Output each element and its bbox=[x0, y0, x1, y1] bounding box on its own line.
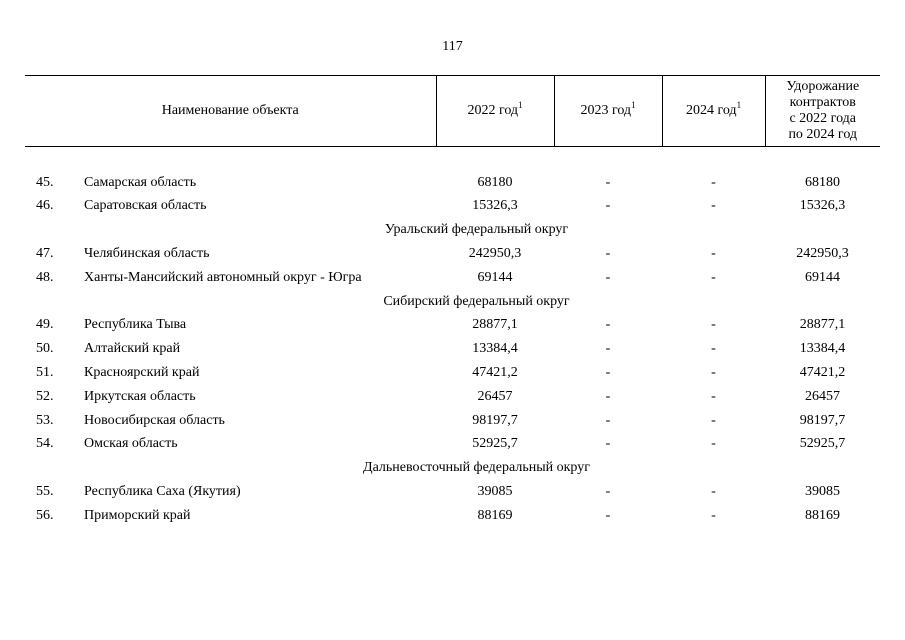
header-total-line: с 2022 года bbox=[789, 111, 857, 126]
value-2023: - bbox=[605, 365, 611, 381]
table-row bbox=[25, 504, 880, 528]
value-2024: - bbox=[711, 246, 716, 262]
value-total: 52925,7 bbox=[799, 436, 846, 452]
value-2022: 69144 bbox=[477, 269, 513, 285]
value-2024: - bbox=[711, 484, 716, 500]
value-2023: - bbox=[605, 412, 611, 428]
table-row bbox=[25, 337, 880, 361]
object-name: Республика Саха (Якутия) bbox=[84, 484, 241, 500]
value-2023: - bbox=[605, 174, 611, 190]
value-total: 98197,7 bbox=[799, 412, 846, 428]
row-number: 52. bbox=[36, 388, 54, 404]
value-2024: - bbox=[711, 341, 716, 357]
header-spacer bbox=[25, 147, 880, 171]
value-2024: - bbox=[711, 388, 716, 404]
object-name: Самарская область bbox=[84, 174, 197, 190]
value-2023: - bbox=[605, 341, 611, 357]
row-number: 51. bbox=[36, 365, 54, 381]
table-row bbox=[25, 266, 880, 290]
table-row bbox=[25, 171, 880, 195]
object-name: Новосибирская область bbox=[84, 412, 225, 428]
table-row bbox=[25, 480, 880, 504]
group-row bbox=[25, 456, 880, 480]
object-cell bbox=[25, 337, 436, 361]
value-2022: 52925,7 bbox=[472, 436, 518, 452]
value-2022: 39085 bbox=[477, 484, 513, 500]
data-table bbox=[25, 75, 880, 528]
header-2024: 2024 год$^1$ bbox=[662, 76, 765, 147]
table-header bbox=[25, 76, 880, 147]
group-title: Сибирский федеральный округ bbox=[383, 293, 570, 309]
object-name: Омская область bbox=[84, 436, 178, 452]
row-number: 47. bbox=[36, 246, 54, 262]
object-cell bbox=[25, 385, 436, 409]
object-cell bbox=[25, 480, 436, 504]
value-2024: - bbox=[711, 198, 716, 214]
value-2024: - bbox=[711, 317, 716, 333]
object-name: Республика Тыва bbox=[84, 317, 187, 333]
object-name: Алтайский край bbox=[84, 341, 181, 357]
object-cell bbox=[25, 504, 436, 528]
value-2023: - bbox=[605, 388, 611, 404]
value-2023: - bbox=[605, 317, 611, 333]
header-total-line: контрактов bbox=[789, 95, 856, 110]
value-total: 39085 bbox=[805, 484, 840, 500]
object-name: Красноярский край bbox=[84, 365, 200, 381]
value-2023: - bbox=[605, 198, 611, 214]
value-2022: 98197,7 bbox=[472, 412, 518, 428]
value-total: 68180 bbox=[805, 174, 840, 190]
table-row bbox=[25, 361, 880, 385]
row-number: 50. bbox=[36, 341, 54, 357]
value-2023: - bbox=[605, 507, 611, 523]
table-row bbox=[25, 195, 880, 219]
value-2022: 88169 bbox=[477, 507, 513, 523]
value-2022: 68180 bbox=[477, 174, 513, 190]
header-2023: 2023 год$^1$ bbox=[554, 76, 662, 147]
footnote-mark: 1 bbox=[631, 100, 636, 110]
value-2023: - bbox=[605, 246, 611, 262]
object-cell bbox=[25, 171, 436, 195]
value-total: 15326,3 bbox=[799, 198, 846, 214]
object-cell bbox=[25, 314, 436, 338]
row-number: 56. bbox=[36, 507, 54, 523]
object-name: Челябинская область bbox=[84, 246, 210, 262]
table-row bbox=[25, 314, 880, 338]
header-name: Наименование объекта bbox=[25, 76, 436, 147]
table-row bbox=[25, 385, 880, 409]
value-total: 13384,4 bbox=[799, 341, 846, 357]
value-2024: - bbox=[711, 507, 716, 523]
value-2022: 28877,1 bbox=[472, 317, 518, 333]
object-name: Ханты-Мансийский автономный округ - Югра bbox=[84, 269, 362, 285]
row-number: 54. bbox=[36, 436, 54, 452]
row-number: 49. bbox=[36, 317, 54, 333]
object-name: Приморский край bbox=[84, 507, 191, 523]
object-cell bbox=[25, 266, 436, 290]
object-name: Саратовская область bbox=[84, 198, 207, 214]
value-2024: - bbox=[711, 436, 716, 452]
object-cell bbox=[25, 433, 436, 457]
object-cell bbox=[25, 242, 436, 266]
value-2024: - bbox=[711, 412, 716, 428]
value-total: 242950,3 bbox=[796, 246, 849, 262]
value-2022: 242950,3 bbox=[468, 246, 522, 262]
value-2024: - bbox=[711, 365, 716, 381]
footnote-mark: 1 bbox=[518, 100, 523, 110]
group-row bbox=[25, 290, 880, 314]
object-name: Иркутская область bbox=[84, 388, 196, 404]
value-total: 88169 bbox=[805, 507, 840, 523]
object-cell bbox=[25, 409, 436, 433]
group-title: Дальневосточный федеральный округ bbox=[363, 460, 590, 476]
page-number: 117 bbox=[442, 39, 463, 54]
value-2022: 13384,4 bbox=[472, 341, 518, 357]
header-2022: 2022 год$^1$ bbox=[436, 76, 554, 147]
row-number: 45. bbox=[36, 174, 54, 190]
value-2023: - bbox=[605, 269, 611, 285]
row-number: 48. bbox=[36, 269, 54, 285]
group-title: Уральский федеральный округ bbox=[384, 222, 569, 238]
value-total: 28877,1 bbox=[799, 317, 846, 333]
value-2022: 47421,2 bbox=[472, 365, 518, 381]
header-total-line: Удорожание bbox=[786, 79, 860, 94]
row-number: 53. bbox=[36, 412, 54, 428]
table-row bbox=[25, 433, 880, 457]
value-total: 69144 bbox=[805, 269, 840, 285]
value-2024: - bbox=[711, 174, 716, 190]
value-2022: 15326,3 bbox=[472, 198, 518, 214]
footnote-mark: 1 bbox=[736, 100, 742, 110]
header-total bbox=[765, 76, 880, 147]
object-cell bbox=[25, 361, 436, 385]
object-cell bbox=[25, 195, 436, 219]
value-2023: - bbox=[605, 436, 611, 452]
value-total: 26457 bbox=[805, 388, 840, 404]
table-row bbox=[25, 409, 880, 433]
table-body bbox=[25, 147, 880, 528]
group-row bbox=[25, 218, 880, 242]
row-number: 55. bbox=[36, 484, 54, 500]
header-total-line: по 2024 год bbox=[788, 127, 858, 142]
value-2024: - bbox=[711, 269, 716, 285]
value-total: 47421,2 bbox=[799, 365, 846, 381]
value-2022: 26457 bbox=[477, 388, 513, 404]
value-2023: - bbox=[605, 484, 611, 500]
table-row bbox=[25, 242, 880, 266]
row-number: 46. bbox=[36, 198, 54, 214]
